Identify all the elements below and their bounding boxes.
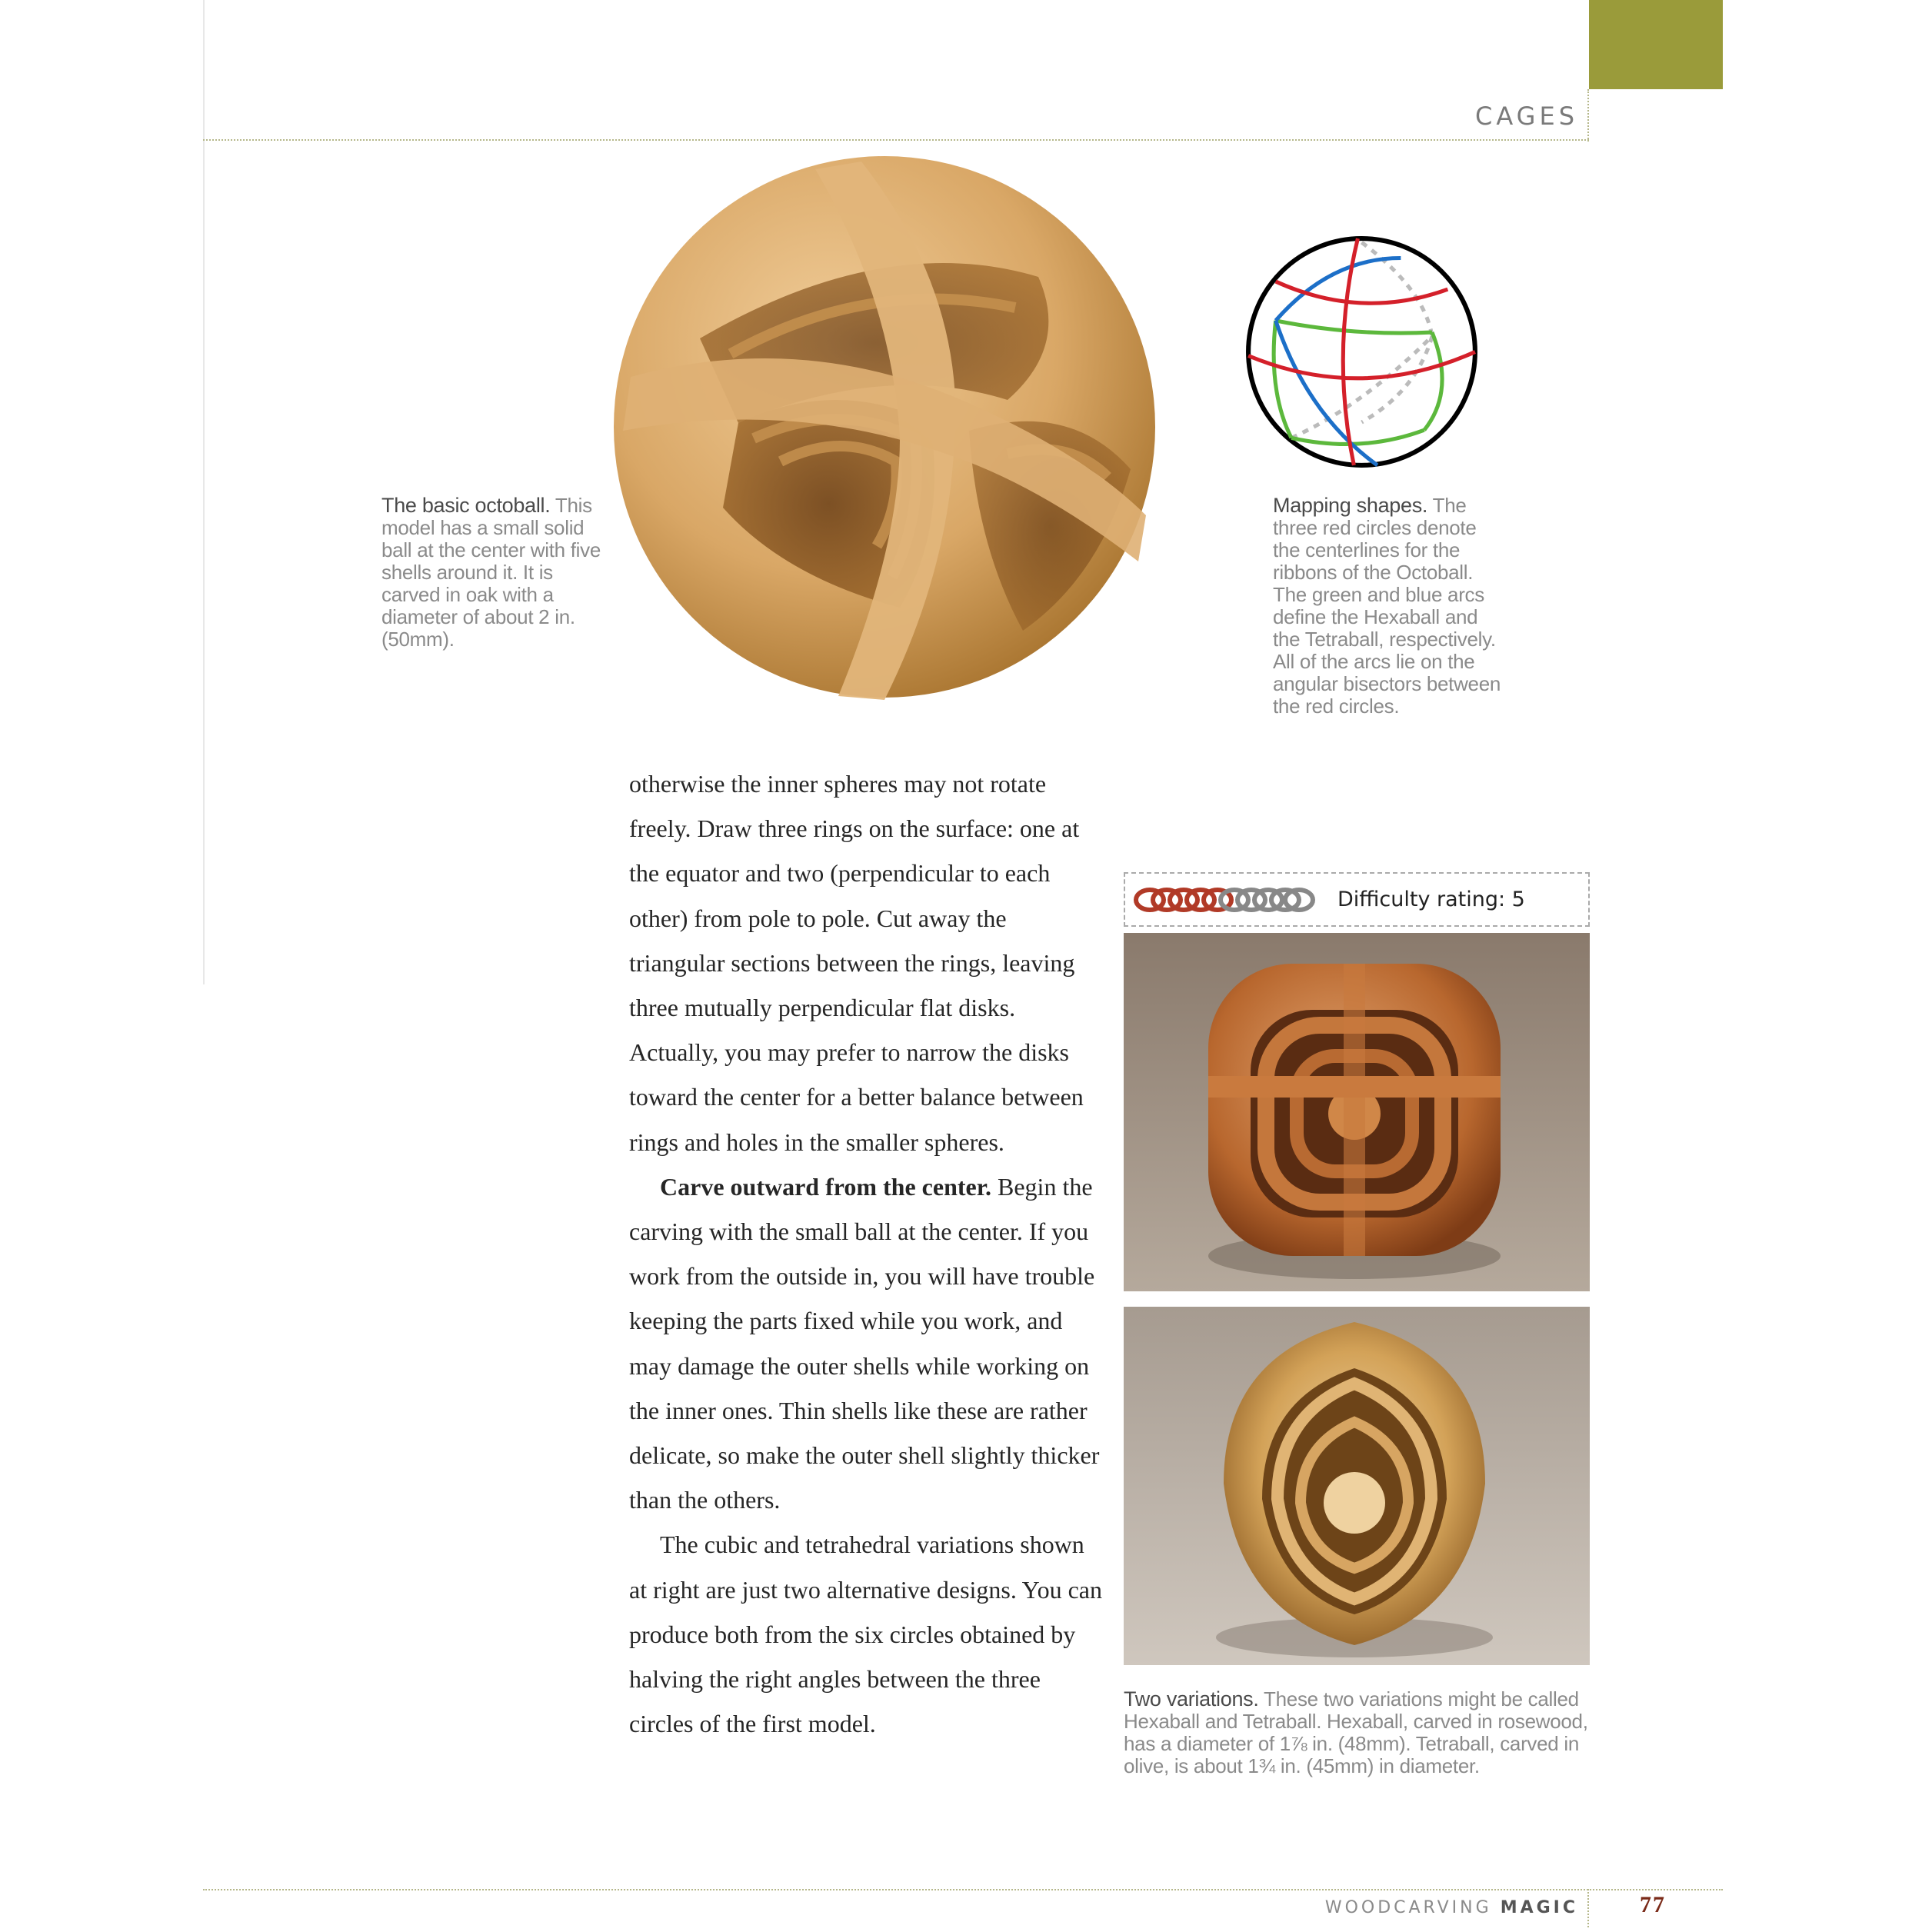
body-paragraph-1: otherwise the inner spheres may not rotate freely. Draw three rings on the surface: one at the equator and two (perpendicular to each other) from pole to pole. Cut away the triangular sections between the rings, leaving three mutually perpendicular flat disks. Actually, you may prefer to narrow the disks toward the center for a better balance between rings and holes in the smaller spheres. <box>629 770 1084 1156</box>
footer-book-word1: WOODCARVING <box>1324 1898 1492 1917</box>
body-paragraph-2-text: Begin the carving with the small ball at the center. If you work from the outside in, you will have trouble keeping the parts fixed while you work, and may damage the outer shells while working on the inner ones. Thin shells like these are rather delicate, so make the outer shell slightly thicker than the others. <box>629 1172 1100 1514</box>
body-paragraph-3: The cubic and tetrahedral variations shown at right are just two alternative designs. You can produce both from the six circles obtained by halving the right angles between the three circles of the first model. <box>629 1531 1102 1738</box>
footer-rule <box>203 1889 1723 1890</box>
body-paragraph-2-lead: Carve outward from the center. <box>660 1172 991 1201</box>
chapter-accent-block <box>1589 0 1723 89</box>
octoball-caption-text: This model has a small solid ball at the center with five shells around it. It is carved in oak with a diameter of about 2 in. (50mm). <box>381 494 601 651</box>
variations-caption-lead: Two variations. <box>1124 1687 1259 1710</box>
header-vertical-rule <box>1587 89 1589 142</box>
hexaball-photo <box>1124 933 1590 1291</box>
body-text <box>629 761 1106 1746</box>
difficulty-label: Difficulty rating: 5 <box>1337 888 1525 911</box>
running-footer-title <box>1325 1898 1578 1917</box>
difficulty-chain-icon <box>1133 883 1316 917</box>
footer-vertical-rule <box>1587 1889 1589 1927</box>
header-rule <box>203 139 1589 141</box>
section-title: CAGES <box>1475 102 1578 131</box>
mapping-sphere-diagram <box>1244 235 1479 469</box>
octoball-caption <box>381 495 612 651</box>
mapping-caption-text: The three red circles denote the centerlines for the ribbons of the Octoball. The green and blue arcs define the Hexaball and the Tetraball, respectively. All of the arcs lie on the angular bisectors between the red circles. <box>1273 494 1501 718</box>
octoball-caption-lead: The basic octoball. <box>381 494 551 517</box>
footer-book-word2: MAGIC <box>1500 1898 1578 1917</box>
difficulty-box <box>1124 872 1590 927</box>
tetraball-photo <box>1124 1307 1590 1665</box>
page-edge-rule <box>203 0 205 984</box>
variations-caption-text: These two variations might be called Hexaball and Tetraball. Hexaball, carved in rosewood, has a diameter of 1⅞ in. (48mm). Tetraball, carved in olive, is about 1¾ in. (45mm) in diameter. <box>1124 1687 1588 1777</box>
body-paragraph-2 <box>629 1164 1106 1523</box>
mapping-caption <box>1273 495 1504 718</box>
page-number: 77 <box>1640 1892 1666 1917</box>
variations-caption <box>1124 1688 1590 1777</box>
octoball-photo <box>608 146 1161 708</box>
mapping-caption-lead: Mapping shapes. <box>1273 494 1428 517</box>
